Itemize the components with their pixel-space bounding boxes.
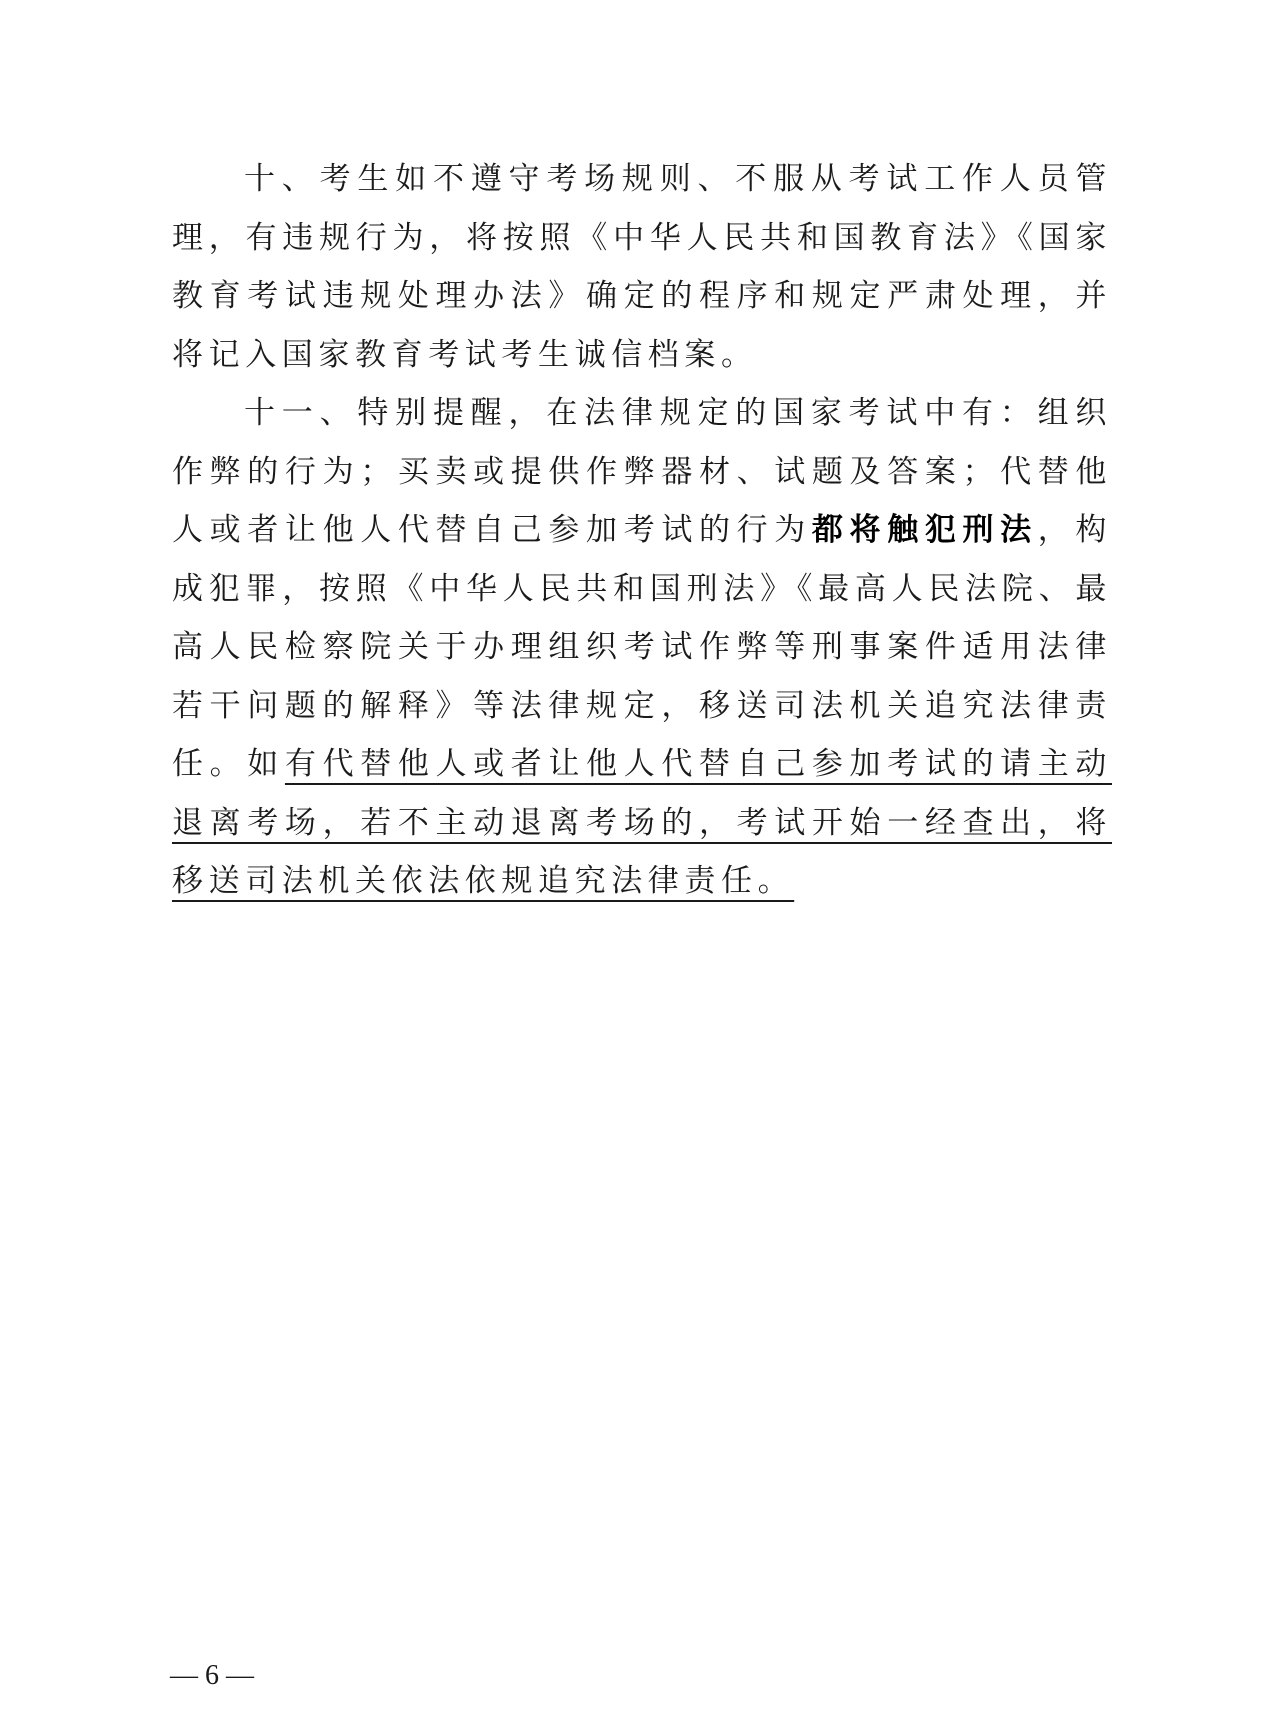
paragraph-11-underlined-notice: 有代替他人或者让他人代替自己参加考试的请主动退离考场，若不主动退离考场的，考试开始一经查出，将移送司法机关依法依规追究法律责任。: [172, 746, 1112, 899]
document-body: [172, 150, 1112, 911]
page-number: — 6 —: [170, 1660, 254, 1691]
paragraph-11-text-part1: 十一、特别提醒，在法律规定的国家考试中有：组织作弊的行为；买卖或提供作弊器材、试题及答案；代替他人或者让他人代替自己参加考试的行为: [172, 395, 1112, 548]
paragraph-item-10: [172, 150, 1112, 384]
paragraph-11-bold-warning: 都将触犯刑法: [811, 512, 1038, 548]
paragraph-11-text-part2: ，构成犯罪，按照《中华人民共和国刑法》《最高人民法院、最高人民检察院关于办理组织考试作弊等刑事案件适用法律若干问题的解释》等法律规定，移送司法机关追究法律责任。如: [172, 512, 1113, 782]
paragraph-item-11: [172, 384, 1112, 911]
paragraph-10-text: 十、考生如不遵守考场规则、不服从考试工作人员管理，有违规行为，将按照《中华人民共和国教育法》《国家教育考试违规处理办法》确定的程序和规定严肃处理，并将记入国家教育考试考生诚信档案。: [172, 161, 1112, 373]
